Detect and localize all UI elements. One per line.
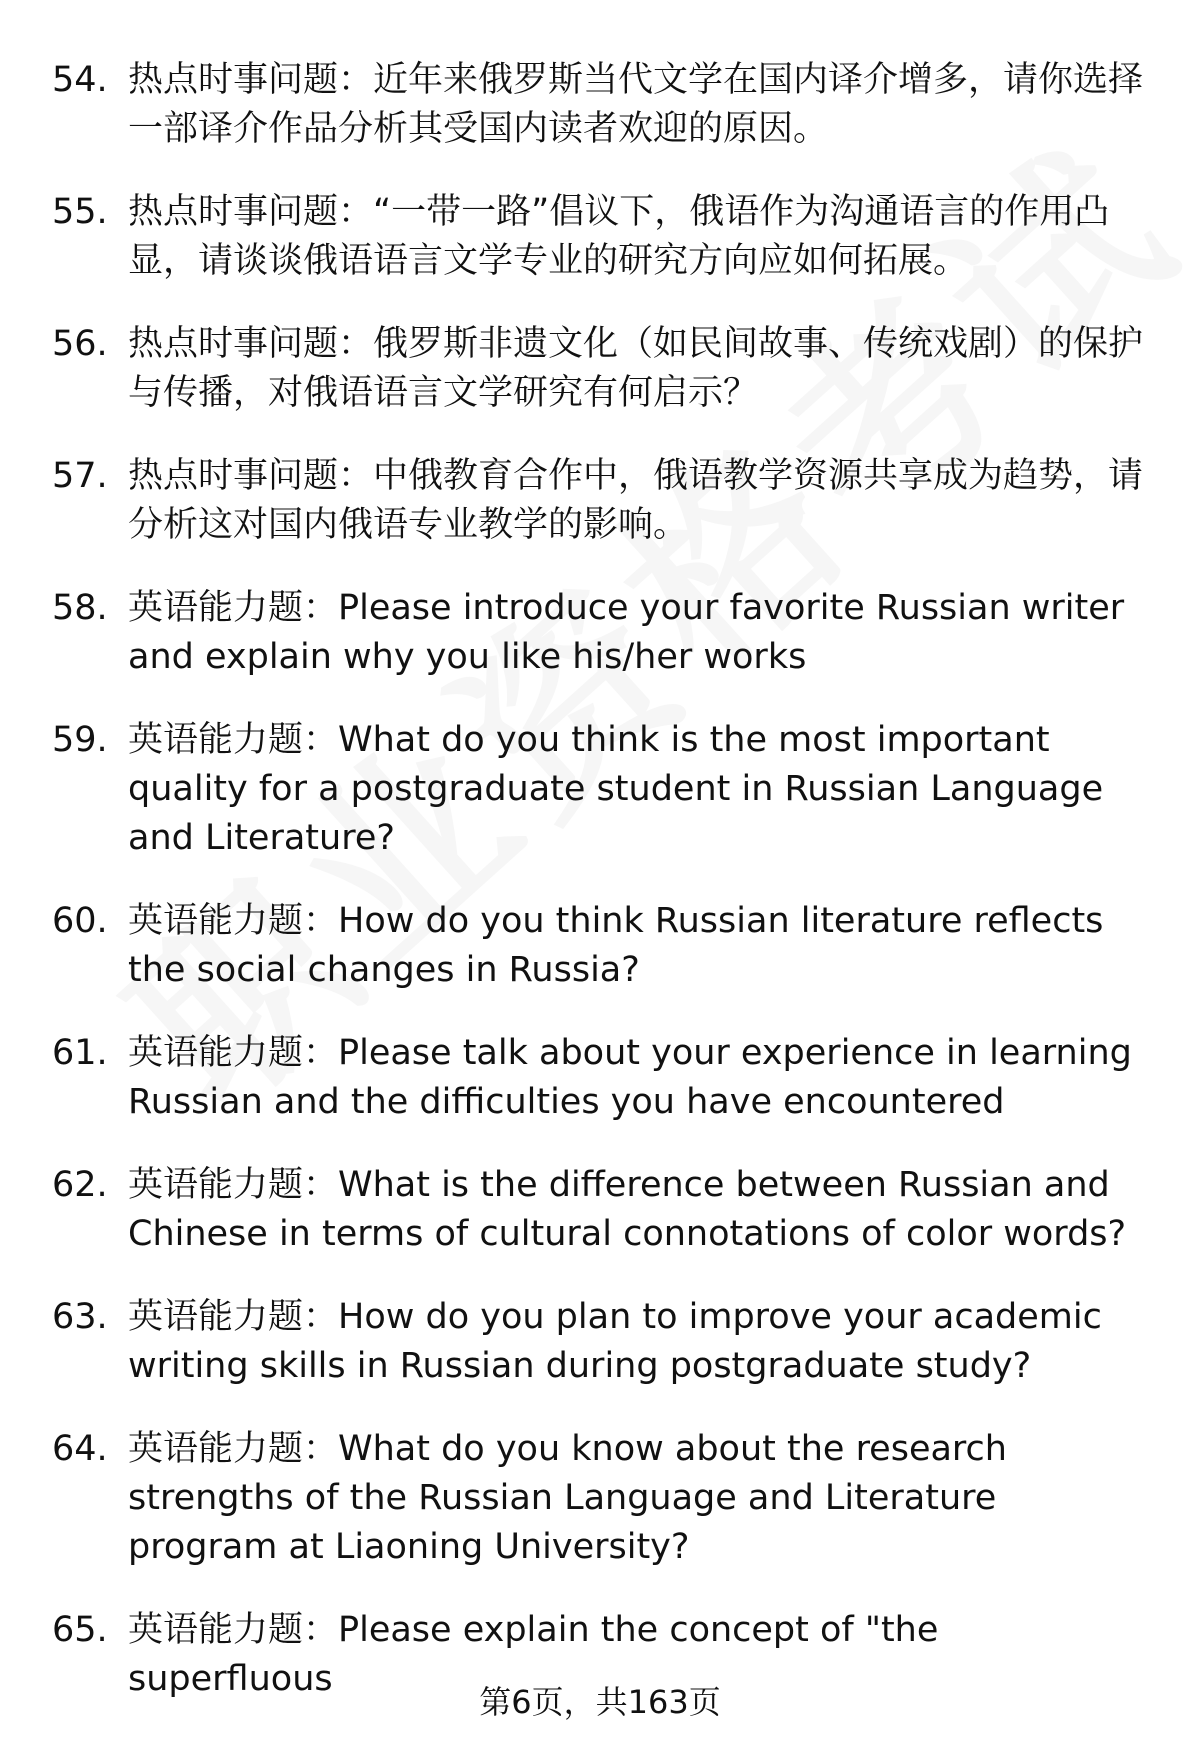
question-item [0,584,1200,682]
question-text: 英语能力题：Please talk about your experience in learning Russian and the difficulties you have encountered [128,1033,1132,1122]
question-number: 59. [52,720,108,760]
question-item [0,56,1200,154]
question-number: 56. [52,324,108,364]
question-number: 65. [52,1610,108,1650]
question-item [0,1293,1200,1391]
question-number: 62. [52,1165,108,1205]
question-item [0,188,1200,286]
question-text: 热点时事问题：“一带一路”倡议下，俄语作为沟通语言的作用凸显，请谈谈俄语语言文学专业的研究方向应如何拓展。 [128,192,1110,281]
question-number: 55. [52,192,108,232]
question-text: 英语能力题：How do you plan to improve your academic writing skills in Russian during postgraduate study? [128,1297,1102,1386]
question-number: 54. [52,60,108,100]
question-item [0,452,1200,550]
question-text: 热点时事问题：中俄教育合作中，俄语教学资源共享成为趋势，请分析这对国内俄语专业教学的影响。 [128,456,1144,545]
question-number: 61. [52,1033,108,1073]
question-text: 英语能力题：Please explain the concept of "the superfluous [128,1610,939,1699]
question-list [0,56,1200,1738]
question-text: 英语能力题：What is the difference between Russian and Chinese in terms of cultural connotations of color words? [128,1165,1127,1254]
question-item [0,716,1200,863]
question-text: 热点时事问题：近年来俄罗斯当代文学在国内译介增多，请你选择一部译介作品分析其受国内读者欢迎的原因。 [128,60,1144,149]
question-text: 热点时事问题：俄罗斯非遗文化（如民间故事、传统戏剧）的保护与传播，对俄语语言文学研究有何启示？ [128,324,1144,413]
question-item [0,1425,1200,1572]
question-text: 英语能力题：What do you know about the research strengths of the Russian Language and Literature program at Liaoning University? [128,1429,1007,1567]
question-number: 64. [52,1429,108,1469]
question-number: 63. [52,1297,108,1337]
question-item [0,320,1200,418]
question-number: 58. [52,588,108,628]
question-number: 60. [52,901,108,941]
question-text: 英语能力题：Please introduce your favorite Russian writer and explain why you like his/her works [128,588,1125,677]
question-item [0,1029,1200,1127]
question-item [0,897,1200,995]
question-text: 英语能力题：How do you think Russian literature reflects the social changes in Russia? [128,901,1104,990]
question-text: 英语能力题：What do you think is the most important quality for a postgraduate student in Russian Language and Literature? [128,720,1104,858]
question-item [0,1161,1200,1259]
question-number: 57. [52,456,108,496]
page-number: 第6页，共163页 [479,1683,721,1721]
